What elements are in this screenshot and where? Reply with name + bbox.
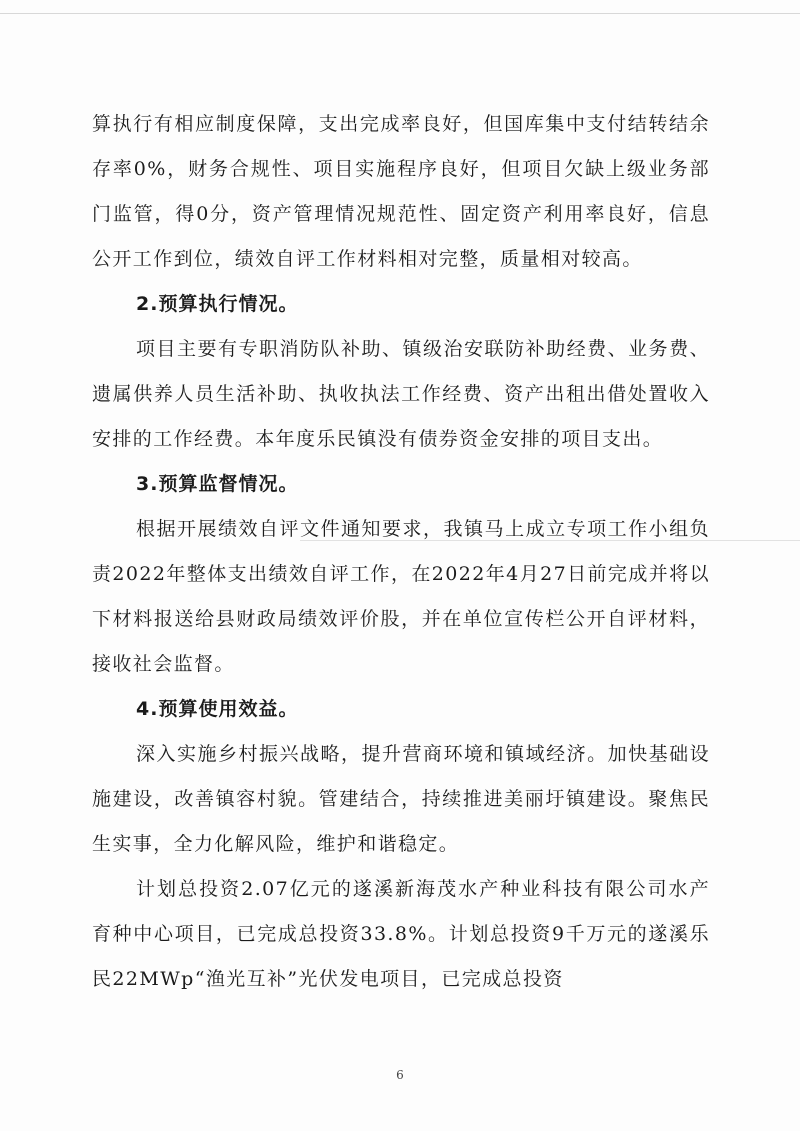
paragraph-budget-benefit: 深入实施乡村振兴战略，提升营商环境和镇域经济。加快基础设施建设，改善镇容村貌。管建结合，持续推进美丽圩镇建设。聚焦民生实事，全力化解风险，维护和谐稳定。 (92, 743, 710, 855)
section-heading-budget-execution: 2.预算执行情况。 (136, 293, 299, 315)
paragraph-budget-supervision: 根据开展绩效自评文件通知要求，我镇马上成立专项工作小组负责2022年整体支出绩效自评工作，在2022年4月27日前完成并将以下材料报送给县财政局绩效评价股，并在单位宣传栏公开自评材料，接收社会监督。 (92, 518, 710, 675)
section-heading-budget-benefit: 4.预算使用效益。 (136, 698, 299, 720)
top-divider (0, 13, 800, 14)
paragraph-budget-execution: 项目主要有专职消防队补助、镇级治安联防补助经费、业务费、遗属供养人员生活补助、执收执法工作经费、资产出租出借处置收入安排的工作经费。本年度乐民镇没有债券资金安排的项目支出。 (92, 338, 710, 450)
section-heading-budget-supervision: 3.预算监督情况。 (136, 473, 299, 495)
paragraph-continuation: 算执行有相应制度保障，支出完成率良好，但国库集中支付结转结余存率0%，财务合规性、项目实施程序良好，但项目欠缺上级业务部门监管，得0分，资产管理情况规范性、固定资产利用率良好，信息公开工作到位，绩效自评工作材料相对完整，质量相对较高。 (92, 113, 710, 270)
paragraph-investment-projects: 计划总投资2.07亿元的遂溪新海茂水产种业科技有限公司水产育种中心项目，已完成总投资33.8%。计划总投资9千万元的遂溪乐民22MWp“渔光互补”光伏发电项目，已完成总投资 (92, 878, 710, 990)
document-body (92, 102, 710, 1002)
page-number: 6 (396, 1068, 404, 1082)
